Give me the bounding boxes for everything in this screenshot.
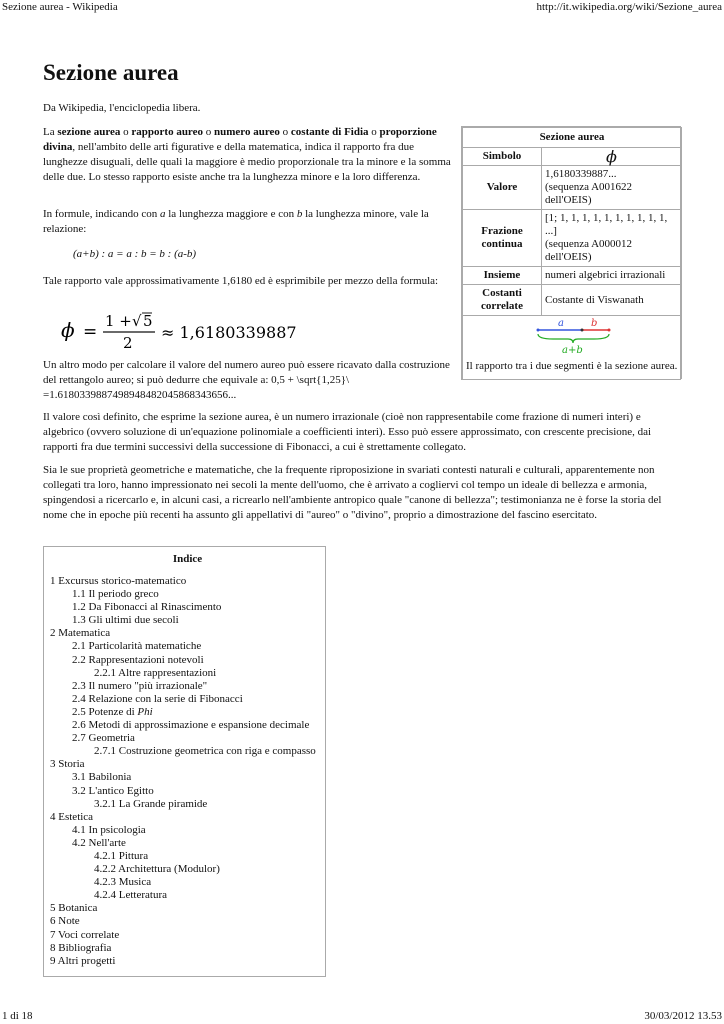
- infobox-row-valore: [463, 166, 682, 210]
- var-b: b: [296, 208, 303, 220]
- infobox-figure: [463, 316, 682, 380]
- toc-item[interactable]: [50, 876, 325, 889]
- toc-item[interactable]: [50, 667, 325, 680]
- label-b: b: [591, 318, 598, 329]
- infobox-value: 1,6180339887... (sequenza A001622 dell'OEIS): [542, 166, 682, 210]
- irrational-paragraph: Il valore così definito, che esprime la sezione aurea, è un numero irrazionale (cioè non rappresentabile come frazione di numeri interi) e algebrico (ovvero soluzione di un'equazione polinomiale a coefficienti interi). Esso può essere approssimato, con crescente precisione, dai rapporti fra due termini successivi della successione di Fibonacci, a cui è strettamente collegato.: [43, 411, 652, 453]
- point-end: [608, 329, 611, 332]
- toc-item-label: 2.6 Metodi di approssimazione e espansione decimale: [72, 719, 310, 732]
- toc-item-label: 3 Storia: [50, 758, 85, 771]
- formula-intro-paragraph: [43, 207, 451, 237]
- toc-item-label: 1.1 Il periodo greco: [72, 588, 159, 601]
- equals-sign: =: [83, 322, 98, 342]
- phi-formula-graphic: [59, 311, 299, 351]
- toc-item[interactable]: [50, 627, 325, 640]
- golden-ratio-diagram: [463, 316, 681, 356]
- toc-item[interactable]: [50, 732, 325, 745]
- infobox-title-row: [463, 128, 682, 148]
- sqrt-sign: √: [132, 312, 142, 330]
- toc-title: Indice: [172, 553, 203, 565]
- phi-formula: [59, 311, 299, 354]
- toc-item-label: 4.2.4 Letteratura: [94, 889, 167, 902]
- golden-rectangle-paragraph: Un altro modo per calcolare il valore del numero aureo può essere ricavato dalla costruzione del rettangolo aureo; si può dedurre che equivale a: 0,5 + \sqrt{1,25}\ =1.6180339887498948482045868343656...: [43, 359, 450, 401]
- term-sezione-aurea: sezione aurea: [57, 126, 121, 138]
- toc-item-label: 2.7 Geometria: [72, 732, 135, 745]
- toc-item-label: 4.2.1 Pittura: [94, 849, 149, 862]
- intro-text: o: [203, 126, 215, 138]
- toc-item-label: 2 Matematica: [50, 627, 111, 640]
- toc-item[interactable]: [50, 745, 325, 758]
- toc-item-label: 5 Botanica: [50, 902, 98, 915]
- intro-paragraph: [43, 125, 451, 185]
- toc-item-label: 8 Bibliografia: [50, 941, 112, 954]
- toc-item-label: 7 Voci correlate: [50, 928, 120, 941]
- toc-item-label: 4 Estetica: [50, 810, 94, 823]
- infobox-caption: Il rapporto tra i due segmenti è la sezione aurea.: [466, 360, 678, 372]
- infobox-label: Simbolo: [463, 148, 542, 166]
- point-mid: [581, 329, 584, 332]
- toc-list: [50, 575, 325, 968]
- sqrt-five: 5: [143, 312, 153, 330]
- intro-text: o: [279, 126, 291, 138]
- term-proporzione-divina: proporzione divina: [43, 126, 437, 153]
- paragraph-text: la lunghezza minore, vale la relazione:: [43, 208, 429, 235]
- toc-item[interactable]: [50, 706, 325, 719]
- infobox-row-simbolo: [463, 148, 682, 166]
- toc-item[interactable]: [50, 771, 325, 784]
- paragraph-text: In formule, indicando con: [43, 208, 160, 220]
- toc-item-label: 2.3 Il numero "più irrazionale": [72, 679, 208, 692]
- numerator-one-plus: 1 +: [105, 312, 132, 330]
- toc-item[interactable]: [50, 850, 325, 863]
- toc-item[interactable]: [50, 588, 325, 601]
- toc-item[interactable]: [50, 811, 325, 824]
- term-numero-aureo: numero aureo: [214, 126, 280, 138]
- infobox-row-insieme: [463, 267, 682, 285]
- toc-item-label: 4.1 In psicologia: [72, 823, 146, 836]
- toc-item-label: 4.2.2 Architettura (Modulor): [94, 863, 220, 876]
- toc-item[interactable]: [50, 902, 325, 915]
- toc-item[interactable]: [50, 654, 325, 667]
- phi-symbol: ϕ: [61, 318, 75, 342]
- intro-text: , nell'ambito delle arti figurative e della matematica, indica il rapporto fra due lunghezze disuguali, delle quali la maggiore è medio proporzionale tra la minore e la somma delle due. Lo stesso rapporto esiste anche tra la lunghezza minore e la loro differenza.: [43, 141, 451, 183]
- toc-item[interactable]: [50, 601, 325, 614]
- infobox-row-costanti: [463, 285, 682, 316]
- denominator-two: 2: [123, 334, 133, 351]
- toc-item[interactable]: [50, 719, 325, 732]
- infobox-label: Costanti correlate: [463, 285, 542, 316]
- toc-item-label: 4.2.3 Musica: [94, 876, 152, 889]
- infobox-value: Costante di Viswanath: [542, 285, 682, 316]
- toc-item-label: 3.1 Babilonia: [72, 771, 132, 784]
- intro-text: La: [43, 126, 58, 138]
- toc-item[interactable]: [50, 824, 325, 837]
- toc-item[interactable]: [50, 785, 325, 798]
- toc-item-label: 3.2.1 La Grande piramide: [94, 797, 208, 810]
- infobox-label: Insieme: [463, 267, 542, 285]
- table-of-contents: [43, 546, 326, 977]
- toc-item-label: 1 Excursus storico-matematico: [50, 575, 187, 587]
- infobox-label: Valore: [463, 166, 542, 210]
- toc-item-label: 2.1 Particolarità matematiche: [72, 640, 202, 653]
- page-subtitle: Da Wikipedia, l'enciclopedia libera.: [43, 102, 201, 114]
- term-rapporto-aureo: rapporto aureo: [131, 126, 204, 138]
- toc-item[interactable]: [50, 614, 325, 627]
- toc-item[interactable]: [50, 640, 325, 653]
- toc-item-label: 2.4 Relazione con la serie di Fibonacci: [72, 692, 243, 705]
- toc-item[interactable]: [50, 693, 325, 706]
- term-costante-fidia: costante di Fidia: [290, 126, 369, 138]
- toc-item[interactable]: [50, 915, 325, 928]
- toc-item[interactable]: [50, 798, 325, 811]
- toc-item[interactable]: [50, 955, 325, 968]
- toc-item-italic: Phi: [137, 705, 153, 718]
- toc-item-label: 9 Altri progetti: [50, 954, 116, 967]
- brace-ab: [538, 334, 609, 343]
- print-footer-page: 1 di 18: [2, 1010, 33, 1022]
- infobox-row-frazione: [463, 210, 682, 267]
- toc-item[interactable]: [50, 837, 325, 850]
- label-a: a: [558, 318, 564, 329]
- toc-item-label: 4.2 Nell'arte: [72, 836, 126, 849]
- print-header-title: Sezione aurea - Wikipedia: [2, 1, 118, 13]
- intro-text: o: [368, 126, 380, 138]
- approx-paragraph: Tale rapporto vale approssimativamente 1,6180 ed è esprimibile per mezzo della formula:: [43, 275, 439, 287]
- article-content: [43, 58, 679, 967]
- infobox-label: Frazione continua: [463, 210, 542, 267]
- infobox-value: [1; 1, 1, 1, 1, 1, 1, 1, 1, 1, 1, ...] (sequenza A000012 dell'OEIS): [542, 210, 682, 267]
- infobox-title: Sezione aurea: [463, 128, 682, 148]
- toc-item[interactable]: [50, 942, 325, 955]
- toc-item-label: 2.2 Rappresentazioni notevoli: [72, 653, 204, 666]
- toc-item-label: 2.5 Potenze di: [72, 705, 138, 718]
- toc-item-label: 6 Note: [50, 915, 80, 928]
- page-title: Sezione aurea: [43, 60, 179, 85]
- proportion-formula: (a+b) : a = a : b = b : (a-b): [73, 248, 197, 260]
- infobox: [461, 126, 681, 380]
- infobox-table: [462, 127, 682, 379]
- toc-item[interactable]: [50, 758, 325, 771]
- toc-item-label: 1.2 Da Fibonacci al Rinascimento: [72, 601, 222, 614]
- print-footer-date: 30/03/2012 13.53: [644, 1010, 722, 1022]
- point-start: [537, 329, 540, 332]
- history-paragraph: Sia le sue proprietà geometriche e matematiche, che la frequente riproposizione in svariati contesti naturali e culturali, apparentemente non collegati tra loro, hanno impressionato nei secoli la mente dell'uomo, che è arrivato a cogliervi col tempo un ideale di bellezza e armonia, spingendosi a ricercarlo e, in alcuni casi, a ricrearlo nell'ambiente antropico quale "canone di bellezza"; testimonianza ne è forse la storia del nome che in epoche più recenti ha assunto gli appellativi di "aureo" o "divino", proprio a dimostrazione del fascino esercitato.: [43, 464, 662, 521]
- toc-item[interactable]: [50, 863, 325, 876]
- toc-item[interactable]: [50, 680, 325, 693]
- intro-text: o: [120, 126, 132, 138]
- var-a: a: [160, 208, 166, 220]
- toc-item[interactable]: [50, 575, 325, 588]
- label-ab: a+b: [562, 345, 583, 356]
- toc-item-label: 2.2.1 Altre rappresentazioni: [94, 666, 217, 679]
- toc-item[interactable]: [50, 929, 325, 942]
- approx-value: ≈ 1,6180339887: [161, 323, 297, 342]
- toc-item-label: 2.7.1 Costruzione geometrica con riga e compasso: [94, 745, 316, 758]
- infobox-value: numeri algebrici irrazionali: [542, 267, 682, 285]
- phi-symbol-value: ϕ: [542, 148, 682, 166]
- segment-diagram: [463, 316, 681, 356]
- toc-item-label: 1.3 Gli ultimi due secoli: [72, 614, 179, 627]
- toc-item-label: 3.2 L'antico Egitto: [72, 784, 154, 797]
- infobox-image-row: [463, 316, 682, 380]
- paragraph-text: la lunghezza maggiore e con: [165, 208, 297, 220]
- toc-item[interactable]: [50, 889, 325, 902]
- print-header-url: http://it.wikipedia.org/wiki/Sezione_aurea: [536, 1, 722, 13]
